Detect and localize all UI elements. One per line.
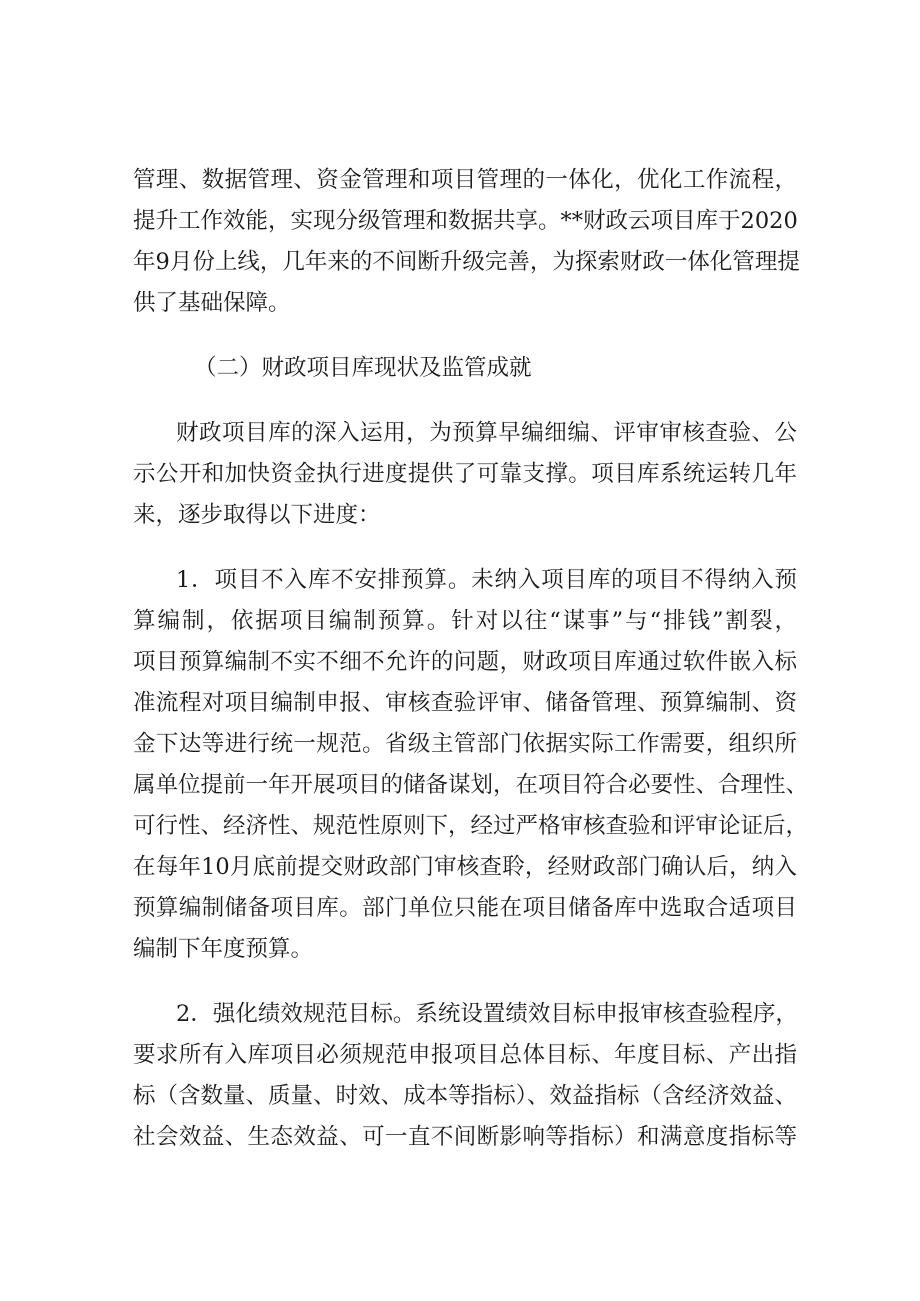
text-line: 要求所有入库项目必须规范申报项目总体目标、年度目标、产出指 <box>133 1042 797 1068</box>
text-line: 可行性、经济性、规范性原则下，经过严格审核查验和评审论证后， <box>133 813 809 839</box>
text-line: 年9月份上线，几年来的不间断升级完善，为探索财政一体化管理提 <box>133 249 800 275</box>
text-line: 在每年10月底前提交财政部门审核查聆，经财政部门确认后，纳入 <box>133 854 797 880</box>
text-line: 财政项目库的深入运用，为预算早编细编、评审审核查验、公 <box>176 420 797 446</box>
text-line: 2．强化绩效规范目标。系统设置绩效目标申报审核查验程序， <box>176 1001 798 1027</box>
paragraph-status <box>133 413 797 536</box>
section-heading-text: （二）财政项目库现状及监管成就 <box>194 355 532 381</box>
text-line: 社会效益、生态效益、可一直不间断影响等指标）和满意度指标等 <box>133 1124 797 1150</box>
text-line: 管理、数据管理、资金管理和项目管理的一体化，优化工作流程， <box>133 167 797 193</box>
text-line: 示公开和加快资金执行进度提供了可靠支撑。项目库系统运转几年 <box>133 461 797 487</box>
text-line: 金下达等进行统一规范。省级主管部门依据实际工作需要，组织所 <box>133 731 797 757</box>
text-line: 项目预算编制不实不细不允许的问题，财政项目库通过软件嵌入标 <box>133 649 797 675</box>
text-line: 来，逐步取得以下进度： <box>133 502 381 528</box>
text-line: 编制下年度预算。 <box>133 936 314 962</box>
text-line: 标（含数量、质量、时效、成本等指标）、效益指标（含经济效益、 <box>133 1083 797 1109</box>
paragraph-item-2 <box>133 994 797 1158</box>
text-line: 预算编制储备项目库。部门单位只能在项目储备库中选取合适项目 <box>133 895 797 921</box>
text-line: 提升工作效能，实现分级管理和数据共享。**财政云项目库于2020 <box>133 208 798 234</box>
text-line: 算编制，依据项目编制预算。针对以往“谋事”与“排钱”割裂， <box>133 608 797 634</box>
paragraph-intro <box>133 160 800 324</box>
section-heading <box>133 348 797 389</box>
document-page <box>133 160 809 1158</box>
text-line: 供了基础保障。 <box>133 290 291 316</box>
paragraph-item-1 <box>133 560 809 970</box>
text-line: 属单位提前一年开展项目的储备谋划，在项目符合必要性、合理性、 <box>133 772 809 798</box>
text-line: 1．项目不入库不安排预算。未纳入项目库的项目不得纳入预 <box>176 567 797 593</box>
text-line: 准流程对项目编制申报、审核查验评审、储备管理、预算编制、资 <box>133 690 797 716</box>
